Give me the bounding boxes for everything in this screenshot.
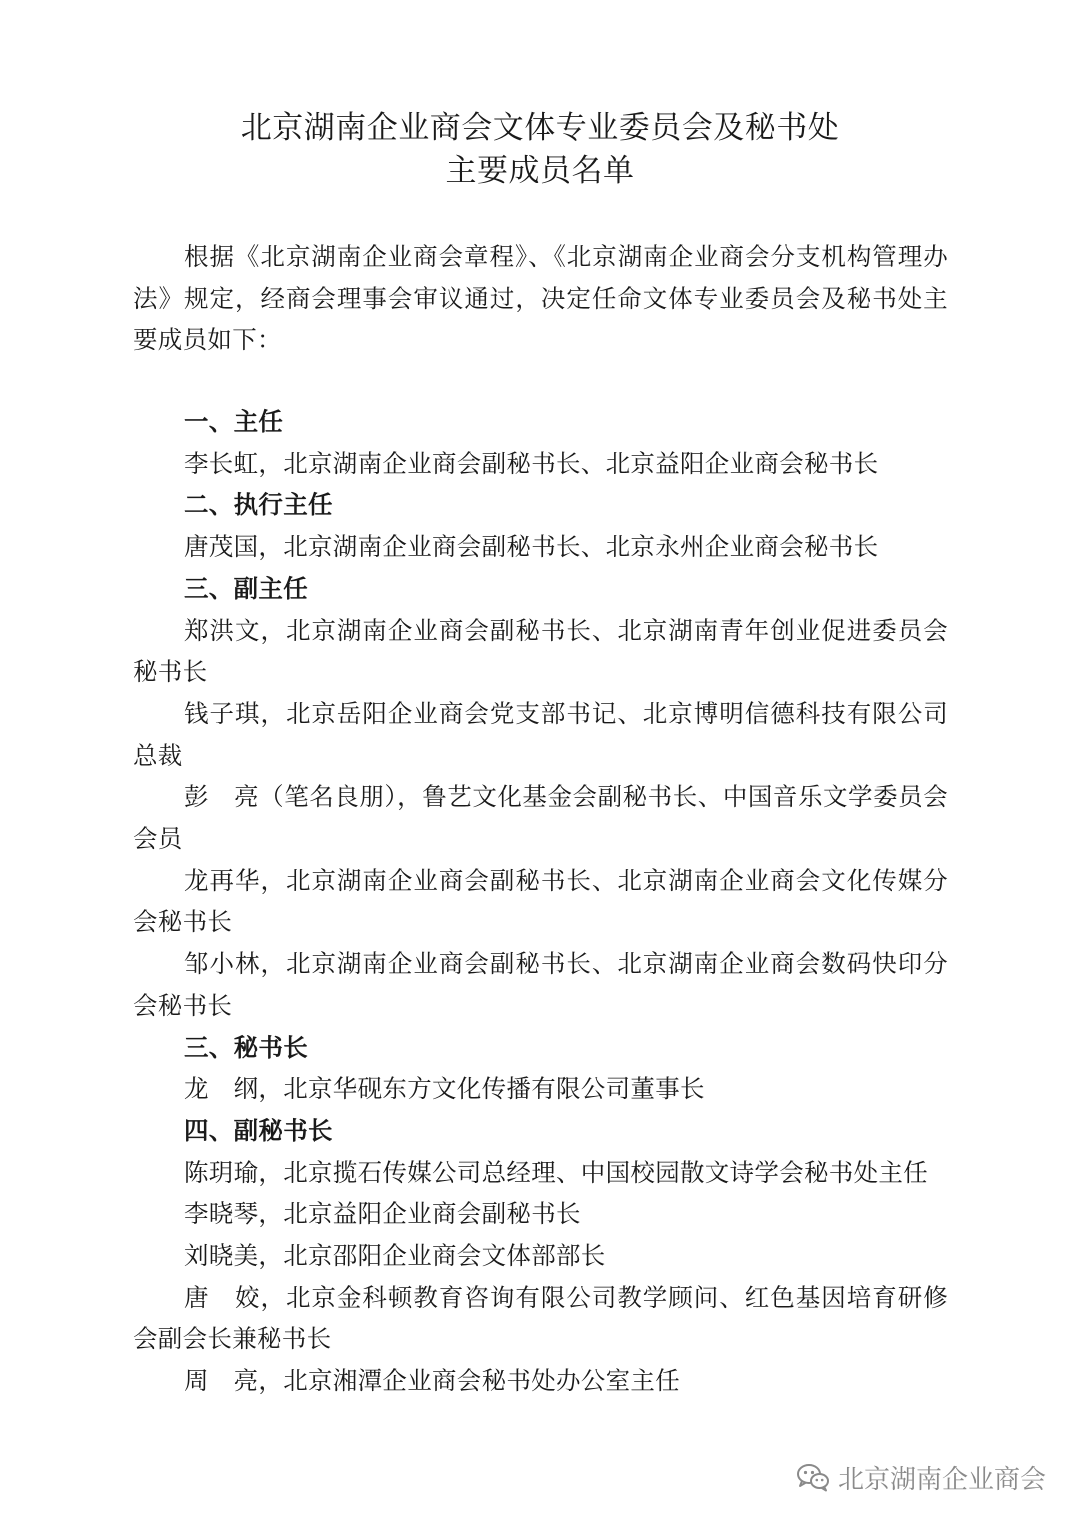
wechat-icon <box>796 1462 830 1492</box>
section-heading: 四、副秘书长 <box>184 1115 333 1145</box>
section-heading: 三、秘书长 <box>184 1032 308 1062</box>
document-title-line-1: 北京湖南企业商会文体专业委员会及秘书处 <box>240 110 840 146</box>
member-entry: 唐茂国，北京湖南企业商会副秘书长、北京永州企业商会秘书长 <box>184 532 879 562</box>
section-heading: 二、执行主任 <box>184 490 333 520</box>
section-heading: 三、副主任 <box>184 573 308 603</box>
watermark <box>796 1457 1046 1497</box>
document-title-line-2: 主要成员名单 <box>445 153 635 189</box>
member-entry: 刘晓美，北京邵阳企业商会文体部部长 <box>184 1241 606 1271</box>
member-entry: 周 亮，北京湘潭企业商会秘书处办公室主任 <box>184 1366 680 1396</box>
member-entry: 李长虹，北京湖南企业商会副秘书长、北京益阳企业商会秘书长 <box>184 448 879 478</box>
member-entry: 龙 纲，北京华砚东方文化传播有限公司董事长 <box>184 1074 705 1104</box>
member-entry: 李晓琴，北京益阳企业商会副秘书长 <box>184 1199 581 1229</box>
member-entry: 彭 亮（笔名良朋），鲁艺文化基金会副秘书长、中国音乐文学委员会会员 <box>133 782 948 854</box>
member-entry: 邹小林，北京湖南企业商会副秘书长、北京湖南企业商会数码快印分会秘书长 <box>133 949 948 1020</box>
member-entry: 陈玥瑜，北京揽石传媒公司总经理、中国校园散文诗学会秘书处主任 <box>184 1157 928 1187</box>
member-list <box>133 401 948 1402</box>
member-entry: 龙再华，北京湖南企业商会副秘书长、北京湖南企业商会文化传媒分会秘书长 <box>133 865 948 937</box>
member-entry: 钱子琪，北京岳阳企业商会党支部书记、北京博明信德科技有限公司总裁 <box>133 698 948 770</box>
intro-paragraph: 根据《北京湖南企业商会章程》、《北京湖南企业商会分支机构管理办法》规定，经商会理事会审议通过，决定任命文体专业委员会及秘书处主要成员如下： <box>133 242 948 354</box>
watermark-text: 北京湖南企业商会 <box>837 1464 1046 1495</box>
member-entry: 郑洪文，北京湖南企业商会副秘书长、北京湖南青年创业促进委员会秘书长 <box>133 615 948 687</box>
member-entry: 唐 姣，北京金科顿教育咨询有限公司教学顾问、红色基因培育研修会副会长兼秘书长 <box>133 1282 948 1354</box>
section-heading: 一、主任 <box>184 407 284 436</box>
